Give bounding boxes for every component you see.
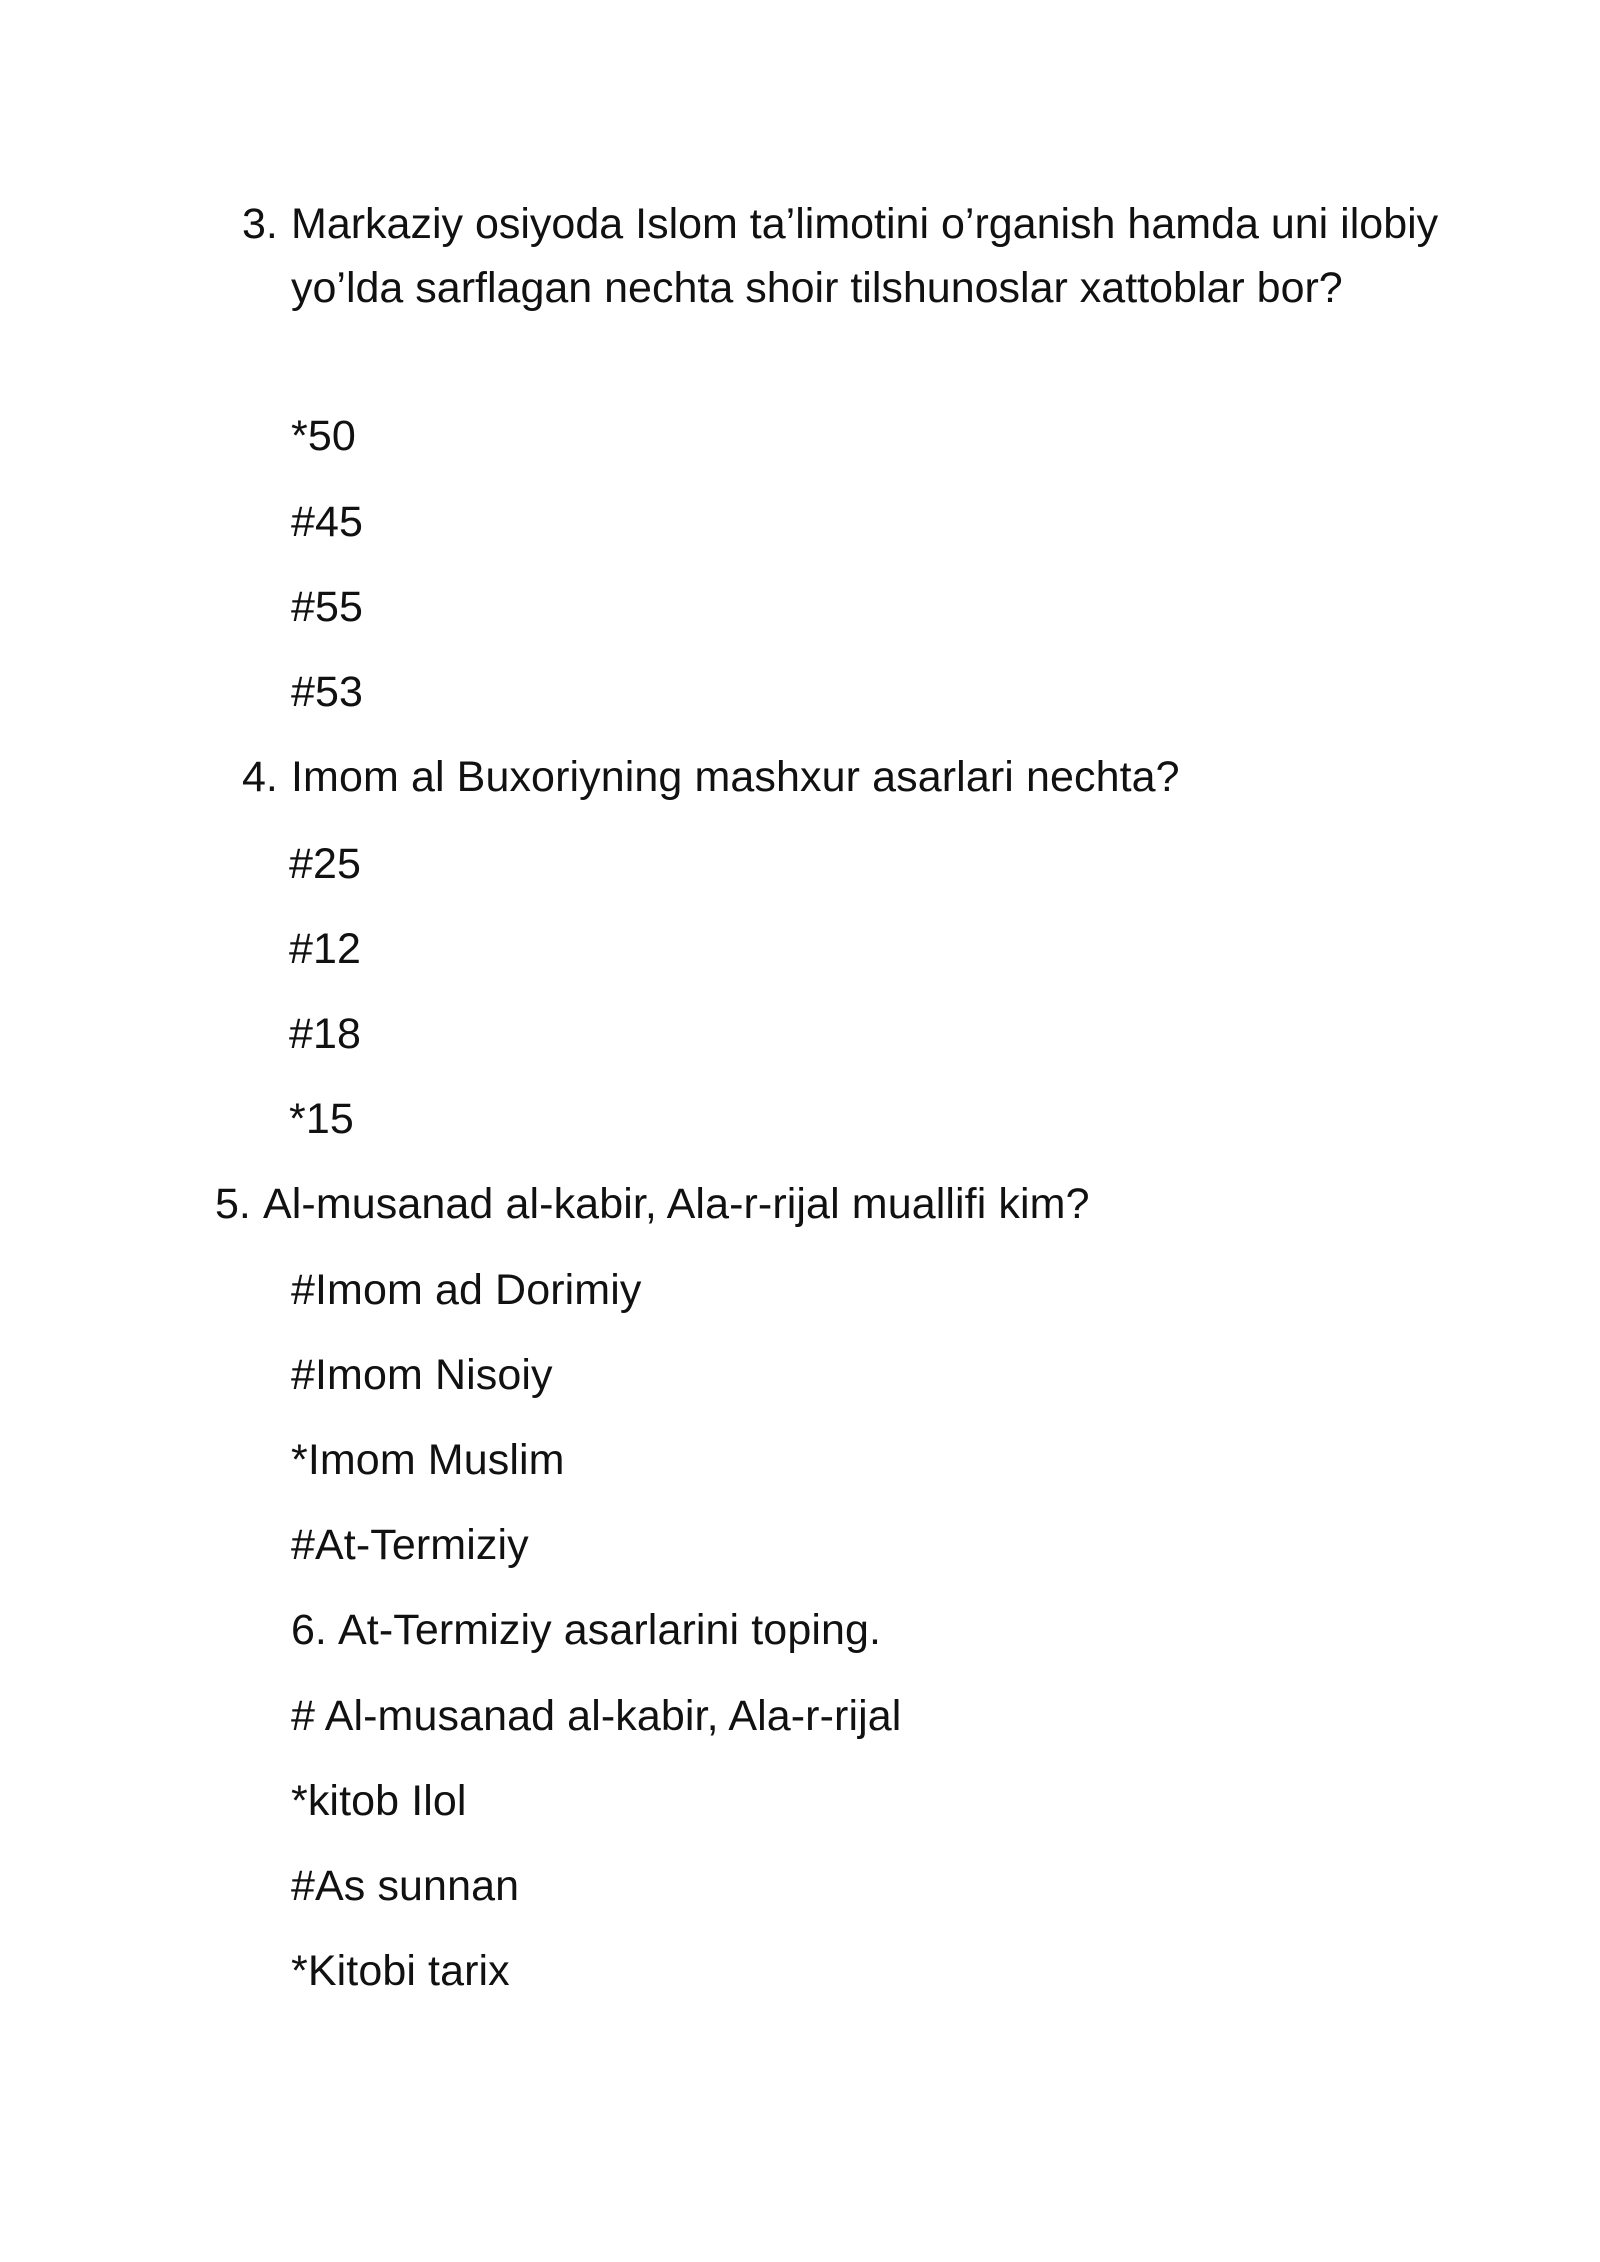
question-3-option-4: #53 — [291, 668, 364, 716]
question-5-option-2: #Imom Nisoiy — [291, 1351, 553, 1399]
question-4-text: Imom al Buxoriyning mashxur asarlari nechta? — [291, 753, 1180, 801]
question-4-number: 4. — [242, 753, 278, 801]
question-6-number: 6. — [291, 1606, 327, 1654]
question-3-option-3: #55 — [291, 583, 364, 631]
question-6-option-3: #As sunnan — [291, 1862, 520, 1910]
question-3-option-2: #45 — [291, 498, 364, 546]
question-6-option-4: *Kitobi tarix — [291, 1947, 510, 1995]
question-5-text: Al-musanad al-kabir, Ala-r-rijal muallifi kim? — [263, 1180, 1090, 1228]
question-3-number: 3. — [242, 200, 278, 248]
question-6-text: At-Termiziy asarlarini toping. — [338, 1606, 882, 1654]
question-5-option-4: #At-Termiziy — [291, 1521, 529, 1569]
question-4-option-2: #12 — [289, 925, 362, 973]
question-4-option-3: #18 — [289, 1010, 362, 1058]
question-6-option-1: # Al-musanad al-kabir, Ala-r-rijal — [291, 1692, 902, 1740]
question-4-option-4: *15 — [289, 1095, 354, 1143]
question-5-option-1: #Imom ad Dorimiy — [291, 1266, 642, 1314]
question-5-number: 5. — [215, 1180, 251, 1228]
question-3-text: Markaziy osiyoda Islom ta’limotini o’rganish hamda uni ilobiy yo’lda sarflagan nechta shoir tilshunoslar xattoblar bor? — [291, 200, 1439, 312]
question-3-option-1: *50 — [291, 412, 356, 460]
question-5-option-3: *Imom Muslim — [291, 1436, 565, 1484]
question-6-option-2: *kitob Ilol — [291, 1777, 467, 1825]
question-4-option-1: #25 — [289, 840, 362, 888]
